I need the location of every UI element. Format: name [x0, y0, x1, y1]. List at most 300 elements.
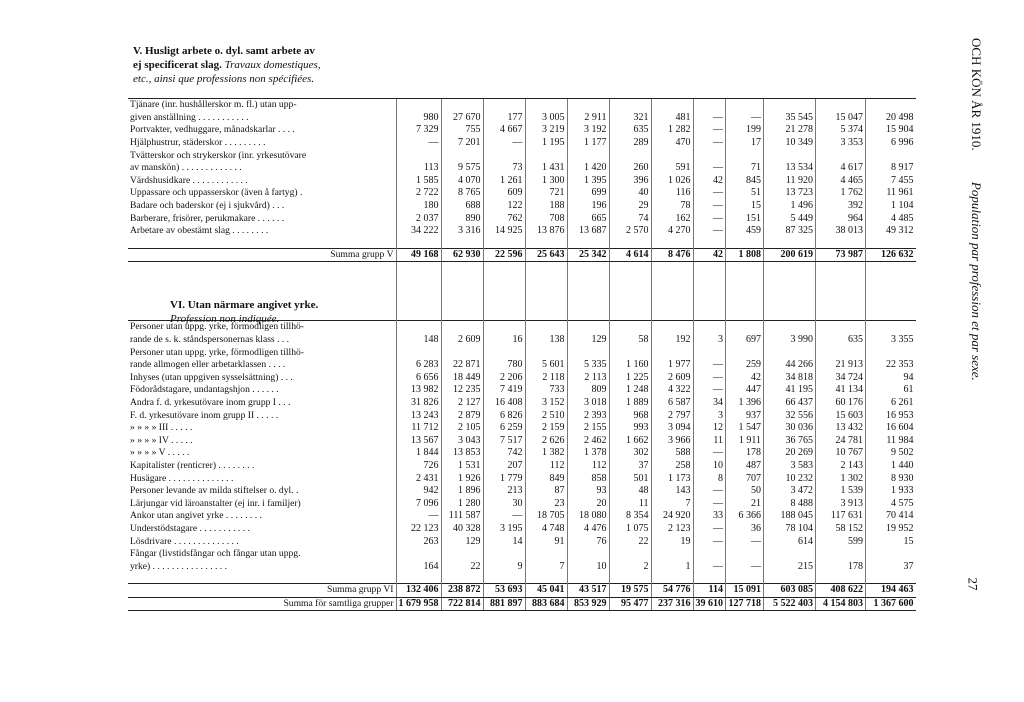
table-cell: 1 844: [396, 447, 441, 460]
table-cell: 13 432: [816, 422, 866, 435]
table-cell: 2 123: [651, 523, 693, 536]
table-cell: 16 408: [483, 397, 525, 410]
table-cell: 178: [816, 560, 866, 573]
table-cell: [525, 548, 567, 561]
table-cell: 1 911: [726, 434, 764, 447]
table-cell: 87: [525, 485, 567, 498]
table-cell: 4 748: [525, 523, 567, 536]
table-cell: 19: [651, 535, 693, 548]
table-cell: 1 431: [525, 162, 567, 175]
spacer-cell: [866, 262, 916, 321]
table-cell: [764, 321, 816, 334]
spacer-cell: [609, 262, 651, 321]
table-cell: 1 440: [866, 460, 916, 473]
table-cell: 6 656: [396, 372, 441, 385]
table-cell: 1 300: [525, 175, 567, 188]
table-cell: 11 984: [866, 434, 916, 447]
table-cell: 1 539: [816, 485, 866, 498]
spacer-cell: [567, 238, 609, 249]
table-cell: [693, 99, 726, 112]
table-cell: —: [726, 535, 764, 548]
table-cell: [567, 548, 609, 561]
table-cell: 10: [693, 460, 726, 473]
table-cell: 3 355: [866, 334, 916, 347]
table-cell: 302: [609, 447, 651, 460]
table-row: [128, 560, 916, 573]
table-cell: 1: [651, 560, 693, 573]
table-cell: 1 104: [866, 200, 916, 213]
table-cell: 6 587: [651, 397, 693, 410]
table-cell: 4 575: [866, 497, 916, 510]
table-row: [128, 397, 916, 410]
spacer-cell: [693, 262, 726, 321]
table-cell: 1 496: [764, 200, 816, 213]
table-cell: 16: [483, 334, 525, 347]
table-cell: 196: [567, 200, 609, 213]
table-cell: 1 280: [441, 497, 483, 510]
table-cell: [567, 346, 609, 359]
spacer-cell: [764, 238, 816, 249]
table-cell: [651, 548, 693, 561]
row-label: av manskön) . . . . . . . . . . . . .: [130, 162, 242, 174]
table-cell: 5 522 403: [764, 597, 816, 611]
table-cell: 1 977: [651, 359, 693, 372]
table-cell: [726, 149, 764, 162]
table-cell: 7: [651, 497, 693, 510]
row-label: Badare och baderskor (ej i sjukvård) . . .: [130, 200, 285, 212]
row-label: Fångar (livstidsfångar och fångar utan uppg.: [130, 548, 301, 560]
table-cell: 762: [483, 212, 525, 225]
summary-row-group-v: [128, 248, 916, 262]
spacer-cell: [525, 262, 567, 321]
table-cell: 2 722: [396, 187, 441, 200]
table-row: [128, 535, 916, 548]
table-cell: 3 353: [816, 137, 866, 150]
table-cell: [441, 346, 483, 359]
row-label: Personer utan uppg. yrke, förmodligen tillhö-: [130, 346, 304, 358]
table-cell: 238 872: [441, 584, 483, 598]
table-cell: 41 195: [764, 384, 816, 397]
table-cell: 22 123: [396, 523, 441, 536]
table-cell: 11 961: [866, 187, 916, 200]
table-cell: 6 996: [866, 137, 916, 150]
table-cell: 207: [483, 460, 525, 473]
spacer-cell: [726, 238, 764, 249]
table-cell: 2 510: [525, 409, 567, 422]
table-cell: 1 395: [567, 175, 609, 188]
table-cell: [525, 149, 567, 162]
row-label: Portvakter, vedhuggare, månadskarlar . . . .: [130, 124, 295, 136]
table-cell: —: [693, 535, 726, 548]
table-cell: 17: [726, 137, 764, 150]
table-cell: 6 259: [483, 422, 525, 435]
section-v-subtitle: Travaux domestiques,: [224, 59, 321, 71]
table-cell: 54 776: [651, 584, 693, 598]
table-cell: —: [693, 200, 726, 213]
table-cell: 6 283: [396, 359, 441, 372]
table-cell: 260: [609, 162, 651, 175]
table-cell: 4 465: [816, 175, 866, 188]
table-cell: 36: [726, 523, 764, 536]
table-cell: 34 818: [764, 372, 816, 385]
section-v-title: V. Husligt arbete o. dyl. samt arbete av: [133, 45, 315, 57]
table-cell: 24 920: [651, 510, 693, 523]
table-cell: 10 767: [816, 447, 866, 460]
spacer-cell: [483, 573, 525, 584]
table-row: [128, 485, 916, 498]
spacer-cell: [651, 573, 693, 584]
row-label: Andra f. d. yrkesutövare inom grupp I . . .: [130, 396, 291, 408]
table-cell: [651, 346, 693, 359]
table-cell: 42: [693, 248, 726, 262]
table-cell: [816, 99, 866, 112]
table-cell: 7 455: [866, 175, 916, 188]
spacer-cell: [396, 573, 441, 584]
table-cell: 32 556: [764, 409, 816, 422]
table-cell: 132 406: [396, 584, 441, 598]
table-cell: 9: [483, 560, 525, 573]
table-cell: [483, 548, 525, 561]
table-row: [128, 460, 916, 473]
table-row: [128, 149, 916, 162]
table-cell: [651, 321, 693, 334]
spacer-cell: [441, 262, 483, 321]
table-row: [128, 548, 916, 561]
table-cell: 1 075: [609, 523, 651, 536]
table-cell: 881 897: [483, 597, 525, 611]
table-cell: 733: [525, 384, 567, 397]
table-row: [128, 523, 916, 536]
table-cell: 34 222: [396, 225, 441, 238]
table-cell: 1 282: [651, 124, 693, 137]
table-cell: 11: [693, 434, 726, 447]
table-row: [128, 472, 916, 485]
table-row: [128, 225, 916, 238]
table-row: [128, 510, 916, 523]
table-cell: 237 316: [651, 597, 693, 611]
table-cell: 2 462: [567, 434, 609, 447]
table-cell: [726, 346, 764, 359]
table-cell: 6 261: [866, 397, 916, 410]
table-cell: 23: [525, 497, 567, 510]
table-cell: [693, 548, 726, 561]
table-row: [128, 112, 916, 125]
table-cell: 192: [651, 334, 693, 347]
table-cell: 968: [609, 409, 651, 422]
table-cell: 1 926: [441, 472, 483, 485]
table-cell: 48: [609, 485, 651, 498]
spacer-cell: [816, 573, 866, 584]
table-cell: 22 596: [483, 248, 525, 262]
table-cell: 697: [726, 334, 764, 347]
table-cell: 10 349: [764, 137, 816, 150]
table-cell: [396, 99, 441, 112]
spacer-cell: [726, 262, 764, 321]
table-cell: 4 270: [651, 225, 693, 238]
table-cell: 21 278: [764, 124, 816, 137]
table-cell: [609, 99, 651, 112]
table-cell: 603 085: [764, 584, 816, 598]
table-cell: 3 005: [525, 112, 567, 125]
table-cell: [441, 548, 483, 561]
table-cell: 9 575: [441, 162, 483, 175]
table-cell: 1 662: [609, 434, 651, 447]
table-cell: 8 765: [441, 187, 483, 200]
spacer-cell: [396, 262, 441, 321]
table-cell: [483, 149, 525, 162]
summary-row-group-vi: [128, 584, 916, 598]
table-cell: 5 335: [567, 359, 609, 372]
spacer-cell: [567, 262, 609, 321]
section-v-subtitle-line2: etc., ainsi que professions non spécifiées.: [133, 73, 315, 85]
table-cell: 2 911: [567, 112, 609, 125]
spacer-cell: [651, 238, 693, 249]
spacer-cell: [866, 238, 916, 249]
table-cell: 4 614: [609, 248, 651, 262]
running-title: OCH KÖN ÅR 1910.: [969, 38, 984, 151]
table-cell: [609, 321, 651, 334]
table-cell: —: [693, 447, 726, 460]
table-cell: 2 159: [525, 422, 567, 435]
table-cell: 39 610: [693, 597, 726, 611]
table-cell: [651, 99, 693, 112]
table-cell: 37: [609, 460, 651, 473]
table-cell: —: [693, 560, 726, 573]
table-cell: 1 889: [609, 397, 651, 410]
table-cell: [609, 149, 651, 162]
table-cell: 37: [866, 560, 916, 573]
table-row: [128, 384, 916, 397]
table-cell: 138: [525, 334, 567, 347]
table-row: [128, 447, 916, 460]
table-cell: 113: [396, 162, 441, 175]
table-cell: 1 173: [651, 472, 693, 485]
table-cell: 2: [609, 560, 651, 573]
spacer-cell: [441, 573, 483, 584]
table-cell: 61: [866, 384, 916, 397]
table-cell: 34 724: [816, 372, 866, 385]
table-row: [128, 162, 916, 175]
spacer-cell: [441, 238, 483, 249]
table-cell: [866, 346, 916, 359]
table-cell: 58: [609, 334, 651, 347]
table-cell: 22: [441, 560, 483, 573]
table-cell: 30: [483, 497, 525, 510]
table-cell: 3 094: [651, 422, 693, 435]
table-cell: 94: [866, 372, 916, 385]
table-cell: 112: [567, 460, 609, 473]
spacer-cell: [396, 238, 441, 249]
table-row: [128, 212, 916, 225]
table-cell: 78 104: [764, 523, 816, 536]
table-cell: 849: [525, 472, 567, 485]
table-cell: 5 374: [816, 124, 866, 137]
table-cell: [764, 149, 816, 162]
table-cell: 60 176: [816, 397, 866, 410]
table-cell: 2 609: [651, 372, 693, 385]
table-row: [128, 422, 916, 435]
table-cell: 755: [441, 124, 483, 137]
table-cell: 2 143: [816, 460, 866, 473]
table-cell: 15 904: [866, 124, 916, 137]
table-cell: 91: [525, 535, 567, 548]
table-cell: —: [693, 384, 726, 397]
table-cell: 36 765: [764, 434, 816, 447]
spacer-cell: [567, 573, 609, 584]
table-cell: 2 879: [441, 409, 483, 422]
row-label: Hjälphustrur, städerskor . . . . . . . . .: [130, 137, 266, 149]
spacer-cell: [483, 262, 525, 321]
row-label: Uppassare och uppasserskor (även å fartyg) .: [130, 187, 303, 199]
table-cell: [866, 321, 916, 334]
table-cell: 11: [609, 497, 651, 510]
spacer-cell: [726, 573, 764, 584]
table-cell: 66 437: [764, 397, 816, 410]
table-cell: 481: [651, 112, 693, 125]
page-number: 27: [965, 577, 981, 591]
table-row: [128, 137, 916, 150]
table-cell: 164: [396, 560, 441, 573]
row-label: » » » » V . . . . .: [130, 447, 190, 459]
table-cell: 199: [726, 124, 764, 137]
table-cell: [764, 99, 816, 112]
table-cell: 14 925: [483, 225, 525, 238]
table-cell: 18 080: [567, 510, 609, 523]
table-cell: 50: [726, 485, 764, 498]
table-cell: 44 266: [764, 359, 816, 372]
table-cell: 1 933: [866, 485, 916, 498]
table-cell: 8 930: [866, 472, 916, 485]
row-label: Summa grupp V: [128, 248, 396, 262]
table-cell: 95 477: [609, 597, 651, 611]
table-cell: 200 619: [764, 248, 816, 262]
table-cell: 980: [396, 112, 441, 125]
row-label: Kapitalister (renticrer) . . . . . . . .: [130, 459, 255, 471]
table-cell: 16 604: [866, 422, 916, 435]
table-cell: 188 045: [764, 510, 816, 523]
table-cell: 15: [866, 535, 916, 548]
table-cell: 3: [693, 409, 726, 422]
table-cell: 6 366: [726, 510, 764, 523]
row-label: » » » » III . . . . .: [130, 422, 193, 434]
table-cell: 21: [726, 497, 764, 510]
table-cell: 29: [609, 200, 651, 213]
table-cell: —: [693, 212, 726, 225]
table-row: [128, 200, 916, 213]
table-row: [128, 409, 916, 422]
table-cell: 35 545: [764, 112, 816, 125]
table-cell: —: [693, 523, 726, 536]
row-label: Födorådstagare, undantagshjon . . . . . .: [130, 384, 279, 396]
table-cell: 22 353: [866, 359, 916, 372]
spacer-cell: [525, 573, 567, 584]
table-cell: 609: [483, 187, 525, 200]
table-cell: 194 463: [866, 584, 916, 598]
row-label: Summa grupp VI: [128, 584, 396, 598]
table-cell: 2 037: [396, 212, 441, 225]
table-cell: 19 575: [609, 584, 651, 598]
table-cell: 24 781: [816, 434, 866, 447]
table-cell: 4 322: [651, 384, 693, 397]
table-cell: 853 929: [567, 597, 609, 611]
table-cell: [396, 346, 441, 359]
table-cell: [693, 149, 726, 162]
table-cell: 14: [483, 535, 525, 548]
section-v-title-line2: ej specificerat slag.: [133, 59, 222, 71]
table-cell: [866, 99, 916, 112]
table-cell: 3 152: [525, 397, 567, 410]
table-cell: 58 152: [816, 523, 866, 536]
table-cell: 25 342: [567, 248, 609, 262]
row-label: Värdshusidkare . . . . . . . . . . . .: [130, 174, 248, 186]
table-cell: —: [693, 372, 726, 385]
table-cell: —: [693, 137, 726, 150]
table-cell: 178: [726, 447, 764, 460]
table-cell: 1 177: [567, 137, 609, 150]
row-label: Personer utan uppg. yrke, förmodligen tillhö-: [128, 321, 396, 334]
table-cell: 114: [693, 584, 726, 598]
table-cell: 890: [441, 212, 483, 225]
table-cell: 49 312: [866, 225, 916, 238]
table-cell: 780: [483, 359, 525, 372]
table-cell: 1 195: [525, 137, 567, 150]
table-cell: 143: [651, 485, 693, 498]
table-cell: [441, 321, 483, 334]
table-cell: 3 913: [816, 497, 866, 510]
table-cell: 13 982: [396, 384, 441, 397]
table-cell: 8 488: [764, 497, 816, 510]
table-cell: —: [693, 124, 726, 137]
table-cell: [567, 149, 609, 162]
table-cell: 1 531: [441, 460, 483, 473]
table-cell: 258: [651, 460, 693, 473]
row-label: Understödstagare . . . . . . . . . . .: [130, 522, 250, 534]
table-cell: —: [483, 137, 525, 150]
table-cell: 38 013: [816, 225, 866, 238]
table-cell: —: [693, 485, 726, 498]
table-cell: 126 632: [866, 248, 916, 262]
row-label: Lärjungar vid läroanstalter (ej inr. i familjer): [130, 497, 301, 509]
table-cell: 73 987: [816, 248, 866, 262]
table-cell: 809: [567, 384, 609, 397]
table-cell: [693, 346, 726, 359]
table-cell: 129: [441, 535, 483, 548]
table-cell: 7 329: [396, 124, 441, 137]
spacer-cell: [609, 573, 651, 584]
table-cell: 289: [609, 137, 651, 150]
table-cell: 16 953: [866, 409, 916, 422]
table-cell: 15 603: [816, 409, 866, 422]
table-cell: 470: [651, 137, 693, 150]
table-cell: 392: [816, 200, 866, 213]
table-cell: [567, 99, 609, 112]
table-cell: 459: [726, 225, 764, 238]
table-cell: 5 601: [525, 359, 567, 372]
row-label: Personer levande av milda stiftelser o. dyl. .: [130, 485, 299, 497]
table-cell: 721: [525, 187, 567, 200]
table-cell: 1 808: [726, 248, 764, 262]
section-v-heading: [133, 44, 321, 86]
table-cell: 4 070: [441, 175, 483, 188]
table-cell: [764, 346, 816, 359]
table-cell: 1 302: [816, 472, 866, 485]
table-cell: 2 118: [525, 372, 567, 385]
table-cell: 45 041: [525, 584, 567, 598]
row-label: Arbetare av obestämt slag . . . . . . . .: [130, 225, 269, 237]
table-cell: 1 225: [609, 372, 651, 385]
table-cell: —: [726, 560, 764, 573]
table-cell: 87 325: [764, 225, 816, 238]
